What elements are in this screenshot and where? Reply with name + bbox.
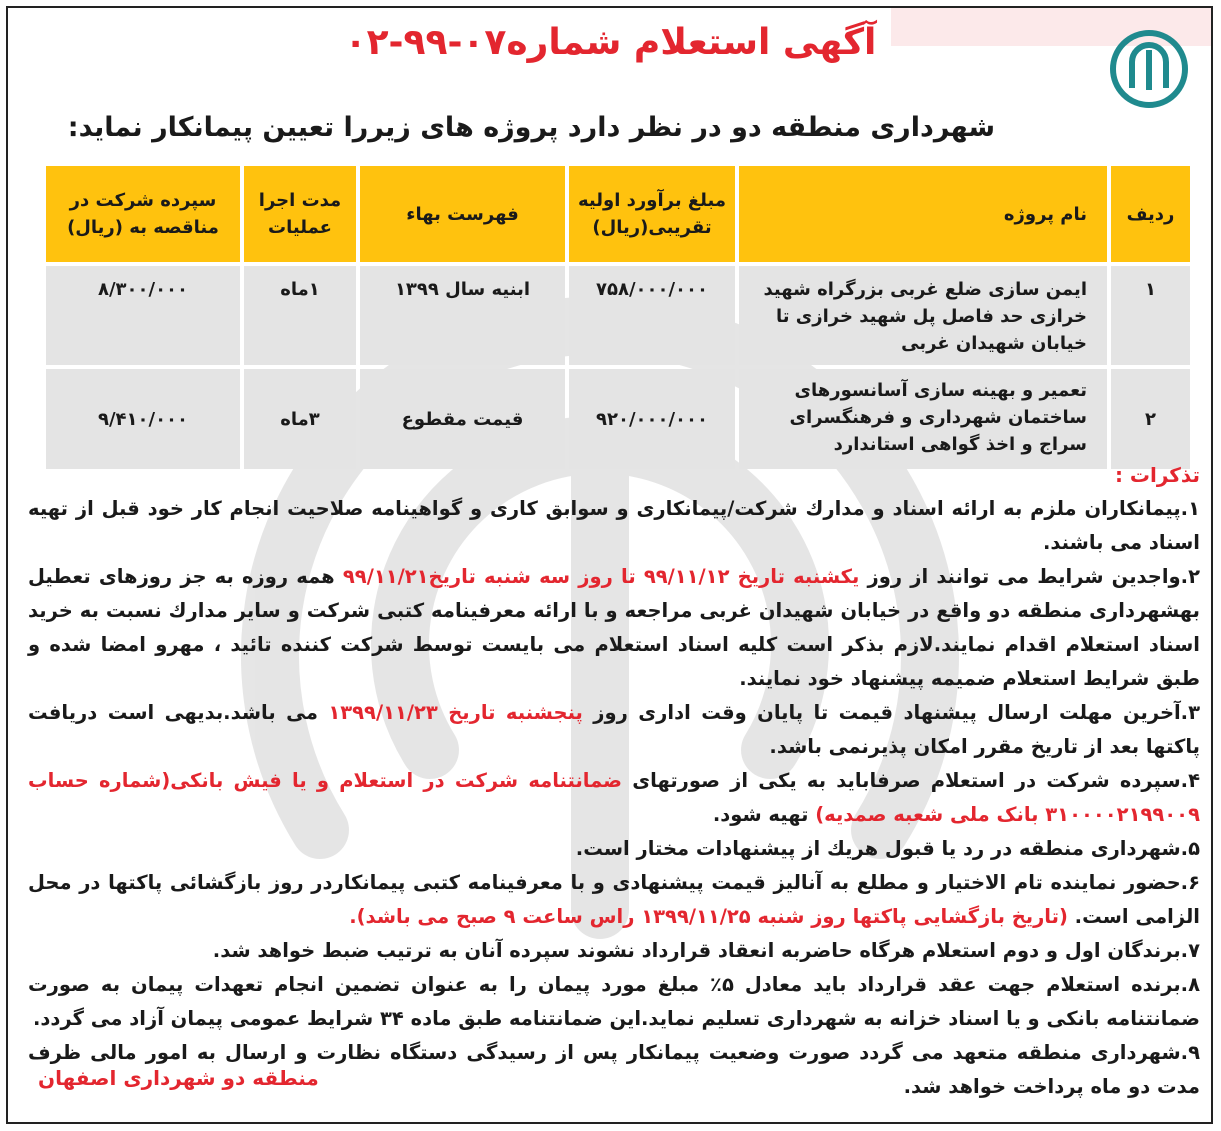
note-8: ۸.برنده استعلام جهت عقد قرارداد باید معادل ۵٪ مبلغ مورد پیمان را به عنوان تضمین انجام تعهدات پیمان به صورت ضمانتنامه بانکی و یا اسناد خزانه به شهرداری تسلیم نماید.این ضمانتنامه طبق ماده ۳۴ شرایط عمومی پیمان آزاد می گردد. [28, 973, 1200, 1030]
table-row [46, 369, 1190, 469]
estimate-value: ۹۲۰/۰۰۰/۰۰۰ [569, 369, 735, 469]
note-7: ۷.برندگان اول و دوم استعلام هرگاه حاضربه انعقاد قرارداد نشوند سپرده آنان به ترتیب ضبط خواهد شد. [212, 939, 1200, 962]
deposit-value: ۹/۴۱۰/۰۰۰ [46, 369, 240, 469]
note-6: ۶.حضور نماینده تام الاختیار و مطلع به آنالیز قیمت پیشنهادی و با معرفینامه کتبی پیمانکاردر روز بازگشائی پاکتها در محل الزامی است. (تاریخ بازگشایی پاکتها روز شنبه ۱۳۹۹/۱۱/۲۵ راس ساعت ۹ صبح می باشد). [28, 871, 1200, 928]
table-row [46, 266, 1190, 365]
note-9: ۹.شهرداری منطقه متعهد می گردد صورت وضعیت پیمانکار پس از رسیدگی دستگاه نظارت و ارسال به امور مالی ظرف مدت دو ماه پرداخت خواهد شد. [28, 1041, 1200, 1098]
header-row-number: ردیف [1111, 166, 1190, 262]
header-deposit: سپرده شرکت در مناقصه به (ریال) [46, 166, 240, 262]
signature: منطقه دو شهرداری اصفهان [38, 1066, 319, 1090]
price-list-text: قیمت مقطوع [396, 404, 530, 435]
price-list-value: ابنیه سال ۱۳۹۹ [360, 266, 565, 365]
duration-value: ۳ماه [244, 369, 356, 469]
note-2: ۲.واجدین شرایط می توانند از روز یکشنبه تاریخ ۹۹/۱۱/۱۲ تا روز سه شنبه تاریخ۹۹/۱۱/۲۱ همه روزه به جز روزهای تعطیل بهشهرداری منطقه دو واقع در خیابان شهیدان غربی مراجعه و با ارائه معرفینامه کتبی شرکت و سایر مدارك نسبت به خرید اسناد استعلام اقدام نمایند.لازم بذکر است کلیه اسناد استعلام می بایست توسط شرکت کننده تائید ، مهرو امضا شده و طبق شرایط استعلام ضمیمه پیشنهاد خود نمایند. [28, 565, 1200, 690]
row-number: ۱ [1111, 266, 1190, 365]
project-name: تعمیر و بهینه سازی آسانسورهای ساختمان شهرداری و فرهنگسرای سراج و اخذ گواهی استاندارد [739, 369, 1107, 469]
header-estimate: مبلغ برآورد اولیه تقریبی(ریال) [569, 166, 735, 262]
deposit-value: ۸/۳۰۰/۰۰۰ [46, 266, 240, 365]
note-1: ۱.پیمانکاران ملزم به ارائه اسناد و مدارك شرکت/پیمانکاری و سوابق کاری و گواهینامه صلاحیت انجام کار خود قبل از تهیه اسناد می باشند. [28, 497, 1200, 554]
price-list-value [360, 369, 565, 469]
note-4: ۴.سپرده شرکت در استعلام صرفاباید به یکی از صورتهای ضمانتنامه شرکت در استعلام و یا فیش بانکی(شماره حساب ۳۱۰۰۰۰۲۱۹۹۰۰۹ بانک ملی شعبه صمدیه) تهیه شود. [28, 769, 1200, 826]
project-name: ایمن سازی ضلع غربی بزرگراه شهید خرازی حد فاصل پل شهید خرازی تا خیابان شهیدان غربی [739, 266, 1107, 365]
notice-title: آگهی استعلام شماره۰۷-۹۹-۰۲ [344, 22, 877, 63]
notice-subtitle: شهرداری منطقه دو در نظر دارد پروژه های زیررا تعیین پیمانکار نماید: [67, 112, 995, 143]
notes-section [28, 458, 1200, 1104]
estimate-value: ۷۵۸/۰۰۰/۰۰۰ [569, 266, 735, 365]
notes-heading: تذکرات : [1114, 463, 1200, 487]
projects-table [42, 162, 1194, 473]
table-header-row [46, 166, 1190, 262]
note-5: ۵.شهرداری منطقه در رد یا قبول هریك از پیشنهادات مختار است. [575, 837, 1200, 860]
header-duration: مدت اجرا عملیات [244, 166, 356, 262]
note-3: ۳.آخرین مهلت ارسال پیشنهاد قیمت تا پایان وقت اداری روز پنجشنبه تاریخ ۱۳۹۹/۱۱/۲۳ می باشد.بدیهی است دریافت پاکتها بعد از تاریخ مقرر امکان پذیرنمی باشد. [28, 701, 1201, 758]
row-number: ۲ [1111, 369, 1190, 469]
header-project-name: نام پروژه [739, 166, 1107, 262]
header-price-list: فهرست بهاء [360, 166, 565, 262]
duration-value: ۱ماه [244, 266, 356, 365]
